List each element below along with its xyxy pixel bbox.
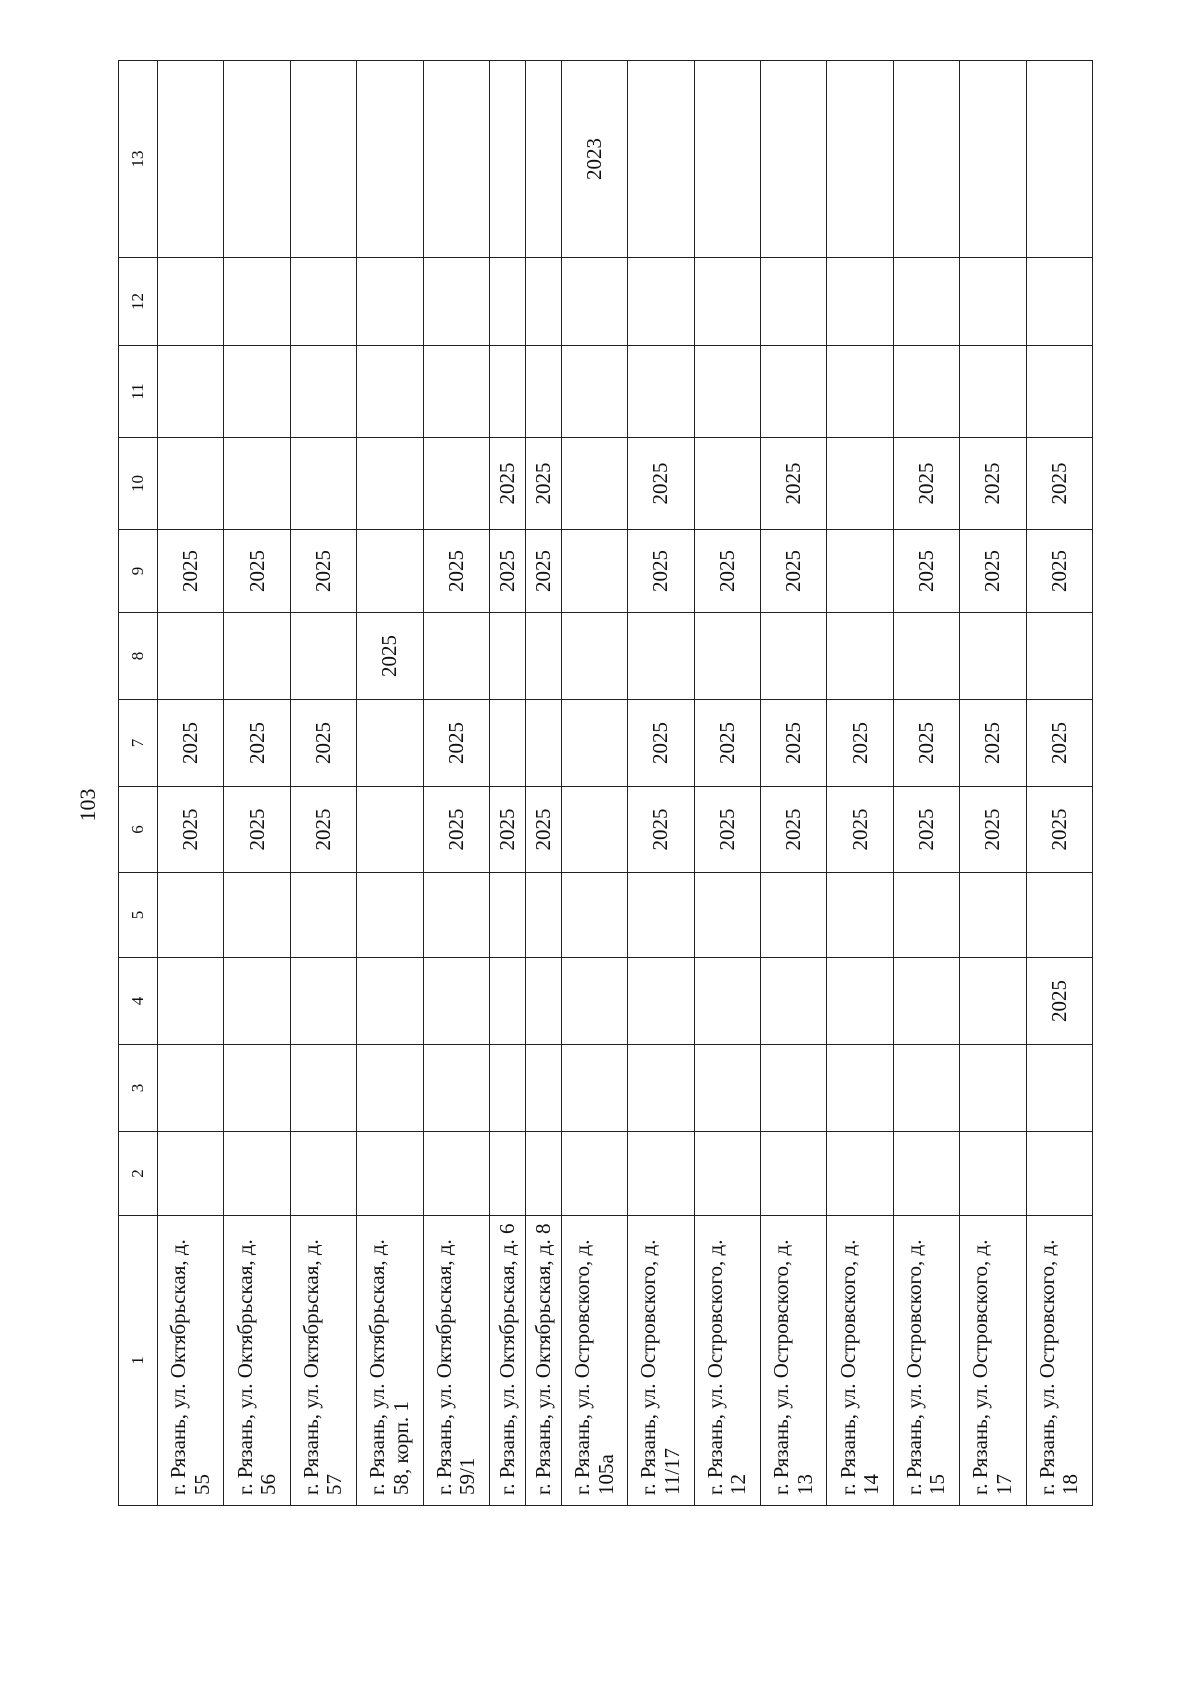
- year-cell: [893, 1132, 959, 1216]
- year-cell: [525, 700, 561, 787]
- year-cell: 2025: [423, 530, 489, 613]
- table-header-row: [119, 61, 158, 1506]
- year-cell: 2025: [158, 530, 224, 613]
- year-cell: [561, 1045, 627, 1132]
- year-cell: [827, 61, 893, 258]
- year-cell: [628, 873, 694, 958]
- year-cell: [525, 613, 561, 700]
- year-cell: [290, 1132, 356, 1216]
- year-cell: [893, 258, 959, 346]
- year-cell: [357, 438, 423, 530]
- year-cell: [525, 258, 561, 346]
- year-cell: 2025: [893, 700, 959, 787]
- year-cell: [1026, 61, 1092, 258]
- year-cell: [694, 1132, 760, 1216]
- year-cell: 2025: [761, 530, 827, 613]
- year-cell: [489, 1045, 525, 1132]
- table-row: [561, 61, 627, 1506]
- year-cell: [357, 958, 423, 1045]
- year-cell: [827, 438, 893, 530]
- year-cell: [224, 1045, 290, 1132]
- year-cell: [290, 873, 356, 958]
- year-cell: [489, 61, 525, 258]
- year-cell: [489, 346, 525, 438]
- year-cell: [290, 438, 356, 530]
- header-cell: 11: [119, 346, 158, 438]
- year-cell: [290, 1045, 356, 1132]
- year-cell: [960, 258, 1026, 346]
- year-cell: [224, 61, 290, 258]
- address-cell: г. Рязань, ул. Островского, д. 13: [761, 1216, 827, 1506]
- year-cell: [525, 958, 561, 1045]
- header-cell: 7: [119, 700, 158, 787]
- year-cell: [489, 613, 525, 700]
- header-cell: 6: [119, 787, 158, 873]
- header-cell: 3: [119, 1045, 158, 1132]
- table-row: [290, 61, 356, 1506]
- year-cell: [761, 61, 827, 258]
- table-row: [224, 61, 290, 1506]
- year-cell: 2025: [960, 530, 1026, 613]
- year-cell: [628, 346, 694, 438]
- year-cell: [893, 1045, 959, 1132]
- year-cell: 2025: [224, 530, 290, 613]
- year-cell: [357, 258, 423, 346]
- year-cell: 2025: [1026, 787, 1092, 873]
- address-cell: г. Рязань, ул. Октябрьская, д. 55: [158, 1216, 224, 1506]
- year-cell: [357, 61, 423, 258]
- table-row: [628, 61, 694, 1506]
- year-cell: [423, 438, 489, 530]
- year-cell: [694, 438, 760, 530]
- year-cell: [357, 1132, 423, 1216]
- year-cell: 2025: [694, 787, 760, 873]
- year-cell: 2025: [423, 787, 489, 873]
- year-cell: [561, 1132, 627, 1216]
- year-cell: [761, 958, 827, 1045]
- year-cell: [761, 346, 827, 438]
- address-cell: г. Рязань, ул. Октябрьская, д. 8: [525, 1216, 561, 1506]
- year-cell: [827, 346, 893, 438]
- year-cell: 2025: [224, 700, 290, 787]
- year-cell: [561, 613, 627, 700]
- year-cell: 2025: [1026, 438, 1092, 530]
- year-cell: [827, 873, 893, 958]
- year-cell: [893, 613, 959, 700]
- year-cell: [525, 1132, 561, 1216]
- year-cell: 2025: [1026, 530, 1092, 613]
- year-cell: 2025: [761, 700, 827, 787]
- year-cell: 2025: [489, 530, 525, 613]
- year-cell: [960, 1132, 1026, 1216]
- year-cell: [561, 700, 627, 787]
- table-row: [357, 61, 423, 1506]
- year-cell: [761, 613, 827, 700]
- year-cell: [694, 1045, 760, 1132]
- year-cell: [158, 1045, 224, 1132]
- year-cell: 2025: [893, 787, 959, 873]
- year-cell: [290, 258, 356, 346]
- year-cell: [290, 958, 356, 1045]
- year-cell: [960, 1045, 1026, 1132]
- address-cell: г. Рязань, ул. Островского, д. 17: [960, 1216, 1026, 1506]
- year-cell: 2025: [628, 530, 694, 613]
- year-cell: [423, 958, 489, 1045]
- year-cell: [694, 61, 760, 258]
- header-cell: 5: [119, 873, 158, 958]
- year-cell: [158, 873, 224, 958]
- table-row: [1026, 61, 1092, 1506]
- year-cell: 2025: [893, 438, 959, 530]
- header-cell: 4: [119, 958, 158, 1045]
- year-cell: [561, 787, 627, 873]
- table-body: [119, 61, 1093, 1506]
- year-cell: [827, 530, 893, 613]
- year-cell: 2025: [628, 787, 694, 873]
- year-cell: [290, 61, 356, 258]
- year-cell: 2025: [489, 787, 525, 873]
- header-cell: 2: [119, 1132, 158, 1216]
- year-cell: [357, 530, 423, 613]
- address-cell: г. Рязань, ул. Октябрьская, д. 59/1: [423, 1216, 489, 1506]
- year-cell: [158, 61, 224, 258]
- year-cell: [628, 258, 694, 346]
- year-cell: 2025: [761, 787, 827, 873]
- year-cell: [628, 613, 694, 700]
- year-cell: [158, 1132, 224, 1216]
- year-cell: [158, 438, 224, 530]
- year-cell: [158, 346, 224, 438]
- year-cell: [224, 958, 290, 1045]
- year-cell: [423, 1045, 489, 1132]
- address-cell: г. Рязань, ул. Островского, д. 11/17: [628, 1216, 694, 1506]
- address-cell: г. Рязань, ул. Островского, д. 14: [827, 1216, 893, 1506]
- year-cell: 2025: [1026, 958, 1092, 1045]
- year-cell: 2025: [290, 700, 356, 787]
- header-cell: 9: [119, 530, 158, 613]
- year-cell: [1026, 873, 1092, 958]
- year-cell: [561, 873, 627, 958]
- year-cell: [357, 1045, 423, 1132]
- address-cell: г. Рязань, ул. Октябрьская, д. 6: [489, 1216, 525, 1506]
- year-cell: [561, 530, 627, 613]
- year-cell: 2025: [827, 700, 893, 787]
- year-cell: [960, 61, 1026, 258]
- year-cell: [224, 873, 290, 958]
- schedule-table: [118, 60, 1093, 1506]
- year-cell: [1026, 1045, 1092, 1132]
- year-cell: [1026, 613, 1092, 700]
- year-cell: [827, 258, 893, 346]
- year-cell: [960, 613, 1026, 700]
- table-row: [761, 61, 827, 1506]
- year-cell: [1026, 1132, 1092, 1216]
- header-cell: 8: [119, 613, 158, 700]
- year-cell: 2025: [423, 700, 489, 787]
- address-cell: г. Рязань, ул. Октябрьская, д. 56: [224, 1216, 290, 1506]
- table-row: [525, 61, 561, 1506]
- year-cell: [423, 1132, 489, 1216]
- year-cell: 2025: [827, 787, 893, 873]
- address-cell: г. Рязань, ул. Островского, д. 12: [694, 1216, 760, 1506]
- year-cell: [290, 613, 356, 700]
- header-cell: 12: [119, 258, 158, 346]
- table-row: [489, 61, 525, 1506]
- year-cell: 2025: [224, 787, 290, 873]
- year-cell: [489, 1132, 525, 1216]
- year-cell: [158, 958, 224, 1045]
- year-cell: [158, 258, 224, 346]
- table-row: [158, 61, 224, 1506]
- year-cell: [960, 873, 1026, 958]
- year-cell: 2025: [960, 787, 1026, 873]
- year-cell: [357, 787, 423, 873]
- year-cell: [694, 346, 760, 438]
- table-row: [423, 61, 489, 1506]
- year-cell: 2025: [694, 700, 760, 787]
- year-cell: [694, 258, 760, 346]
- header-cell: 13: [119, 61, 158, 258]
- year-cell: [489, 700, 525, 787]
- year-cell: [827, 1045, 893, 1132]
- year-cell: [423, 258, 489, 346]
- year-cell: [628, 1132, 694, 1216]
- year-cell: [561, 438, 627, 530]
- year-cell: [1026, 258, 1092, 346]
- year-cell: 2025: [893, 530, 959, 613]
- address-cell: г. Рязань, ул. Октябрьская, д. 58, корп. 1: [357, 1216, 423, 1506]
- year-cell: 2025: [489, 438, 525, 530]
- year-cell: [694, 873, 760, 958]
- year-cell: 2025: [960, 438, 1026, 530]
- year-cell: 2025: [525, 787, 561, 873]
- year-cell: [761, 258, 827, 346]
- year-cell: 2025: [761, 438, 827, 530]
- year-cell: [423, 346, 489, 438]
- year-cell: [357, 873, 423, 958]
- year-cell: [357, 346, 423, 438]
- year-cell: [158, 613, 224, 700]
- year-cell: [694, 613, 760, 700]
- year-cell: 2025: [158, 700, 224, 787]
- year-cell: [1026, 346, 1092, 438]
- year-cell: [893, 873, 959, 958]
- year-cell: 2025: [960, 700, 1026, 787]
- year-cell: [960, 958, 1026, 1045]
- header-cell: 10: [119, 438, 158, 530]
- year-cell: [628, 61, 694, 258]
- year-cell: [827, 1132, 893, 1216]
- year-cell: [827, 613, 893, 700]
- year-cell: [489, 958, 525, 1045]
- year-cell: [357, 700, 423, 787]
- year-cell: [489, 873, 525, 958]
- table-row: [960, 61, 1026, 1506]
- table-row: [827, 61, 893, 1506]
- year-cell: [561, 258, 627, 346]
- year-cell: 2025: [628, 700, 694, 787]
- year-cell: 2025: [628, 438, 694, 530]
- year-cell: 2025: [290, 530, 356, 613]
- year-cell: [827, 958, 893, 1045]
- year-cell: [489, 258, 525, 346]
- table-row: [893, 61, 959, 1506]
- year-cell: [224, 613, 290, 700]
- year-cell: [694, 958, 760, 1045]
- year-cell: [561, 346, 627, 438]
- year-cell: 2025: [1026, 700, 1092, 787]
- year-cell: [224, 438, 290, 530]
- year-cell: [423, 61, 489, 258]
- year-cell: [893, 61, 959, 258]
- year-cell: [224, 346, 290, 438]
- year-cell: 2025: [694, 530, 760, 613]
- year-cell: 2025: [357, 613, 423, 700]
- address-cell: г. Рязань, ул. Островского, д. 105а: [561, 1216, 627, 1506]
- year-cell: 2025: [525, 438, 561, 530]
- year-cell: [525, 1045, 561, 1132]
- year-cell: [525, 873, 561, 958]
- page-number: 103: [75, 788, 100, 822]
- year-cell: [893, 346, 959, 438]
- address-cell: г. Рязань, ул. Островского, д. 15: [893, 1216, 959, 1506]
- table-row: [694, 61, 760, 1506]
- rotated-table-wrapper: [118, 61, 1093, 1506]
- year-cell: [423, 613, 489, 700]
- address-cell: г. Рязань, ул. Островского, д. 18: [1026, 1216, 1092, 1506]
- year-cell: [561, 958, 627, 1045]
- year-cell: [224, 258, 290, 346]
- year-cell: [628, 958, 694, 1045]
- year-cell: [290, 346, 356, 438]
- year-cell: [761, 1045, 827, 1132]
- year-cell: [960, 346, 1026, 438]
- year-cell: [423, 873, 489, 958]
- year-cell: [525, 346, 561, 438]
- address-cell: г. Рязань, ул. Октябрьская, д. 57: [290, 1216, 356, 1506]
- year-cell: [761, 873, 827, 958]
- header-cell: 1: [119, 1216, 158, 1506]
- year-cell: [893, 958, 959, 1045]
- year-cell: 2023: [561, 61, 627, 258]
- year-cell: [224, 1132, 290, 1216]
- year-cell: 2025: [525, 530, 561, 613]
- year-cell: [628, 1045, 694, 1132]
- year-cell: [761, 1132, 827, 1216]
- year-cell: [525, 61, 561, 258]
- year-cell: 2025: [158, 787, 224, 873]
- year-cell: 2025: [290, 787, 356, 873]
